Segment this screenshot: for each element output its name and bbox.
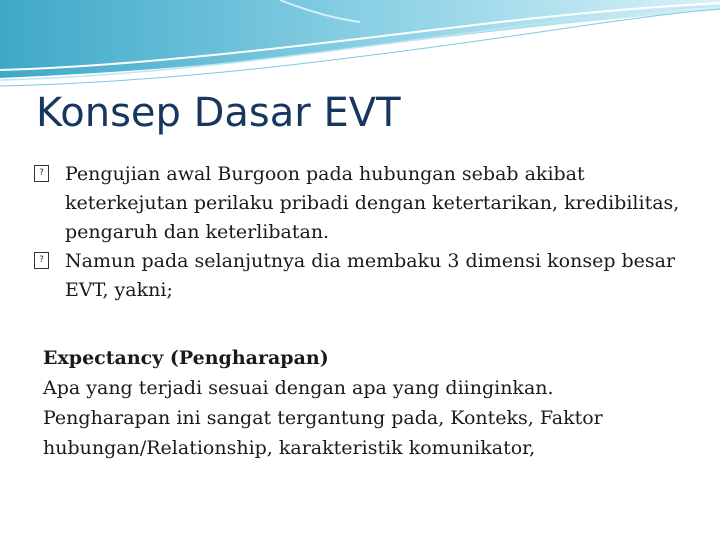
unknown-glyph-icon: ? xyxy=(34,165,49,182)
header-wave-decoration xyxy=(0,0,720,90)
slide-title: Konsep Dasar EVT xyxy=(36,90,401,136)
bullet-item xyxy=(32,160,682,247)
expectancy-section xyxy=(43,343,683,463)
section-line: Apa yang terjadi sesuai dengan apa yang diinginkan. xyxy=(43,377,554,399)
bullet-text: Namun pada selanjutnya dia membaku 3 dimensi konsep besar EVT, yakni; xyxy=(65,250,676,301)
unknown-glyph-icon: ? xyxy=(34,252,49,269)
section-heading: Expectancy (Pengharapan) xyxy=(43,347,329,369)
section-line: Pengharapan ini sangat tergantung pada, Konteks, Faktor hubungan/Relationship, karakteristik komunikator, xyxy=(43,407,603,459)
bullet-item xyxy=(32,247,682,305)
bullet-text: Pengujian awal Burgoon pada hubungan sebab akibat keterkejutan perilaku pribadi dengan ketertarikan, kredibilitas, pengaruh dan keterlibatan. xyxy=(65,163,680,243)
bullet-list xyxy=(32,160,682,305)
